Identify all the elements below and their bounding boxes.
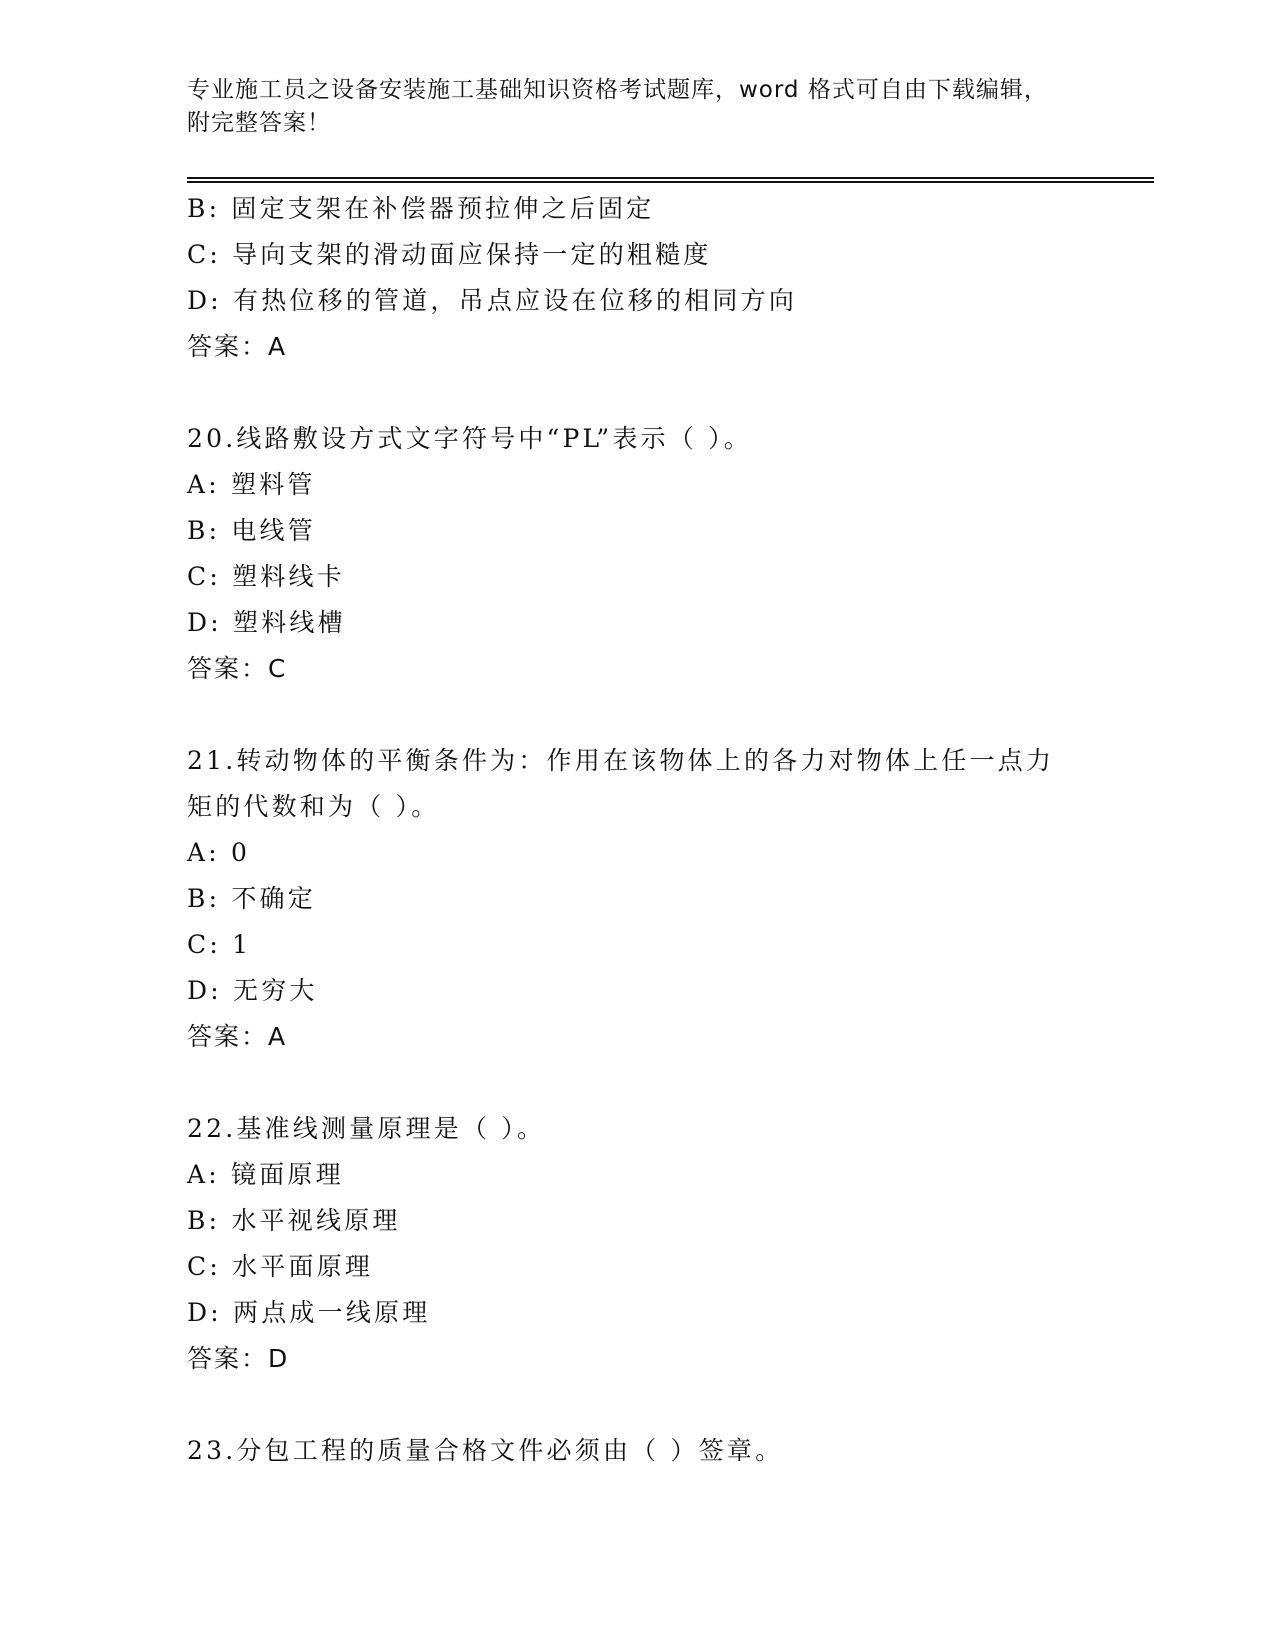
q21-option-a: A: 0 bbox=[187, 838, 251, 867]
header-line-2: 附完整答案！ bbox=[187, 110, 331, 136]
q22-stem: 22.基准线测量原理是（ ）。 bbox=[187, 1114, 546, 1143]
q20-option-a: A: 塑料管 bbox=[187, 470, 316, 499]
q19-option-b: B: 固定支架在补偿器预拉伸之后固定 bbox=[187, 194, 655, 223]
q21-stem-line-1: 21.转动物体的平衡条件为：作用在该物体上的各力对物体上任一点力 bbox=[187, 746, 1055, 775]
q21-stem-line-2: 矩的代数和为（ ）。 bbox=[187, 792, 440, 821]
spacer bbox=[187, 692, 1147, 738]
q19-option-c: C: 导向支架的滑动面应保持一定的粗糙度 bbox=[187, 240, 712, 269]
header-divider-bottom bbox=[187, 181, 1154, 183]
q21-option-b: B: 不确定 bbox=[187, 884, 316, 913]
spacer bbox=[187, 1060, 1147, 1106]
q22-option-c: C: 水平面原理 bbox=[187, 1252, 374, 1281]
spacer bbox=[187, 370, 1147, 416]
q21-answer: 答案：A bbox=[187, 1022, 288, 1051]
q21-option-d: D: 无穷大 bbox=[187, 976, 318, 1005]
header-line-1: 专业施工员之设备安装施工基础知识资格考试题库，word 格式可自由下载编辑， bbox=[187, 77, 1048, 103]
q21-option-c: C: 1 bbox=[187, 930, 252, 959]
q20-answer: 答案：C bbox=[187, 654, 288, 683]
q22-option-d: D: 两点成一线原理 bbox=[187, 1298, 431, 1327]
q20-option-d: D: 塑料线槽 bbox=[187, 608, 346, 637]
q23-stem: 23.分包工程的质量合格文件必须由（ ）签章。 bbox=[187, 1436, 784, 1465]
q19-answer: 答案：A bbox=[187, 332, 288, 361]
q22-option-a: A: 镜面原理 bbox=[187, 1160, 344, 1189]
question-list bbox=[187, 186, 1147, 1474]
q22-answer: 答案：D bbox=[187, 1344, 290, 1373]
q19-option-d: D: 有热位移的管道，吊点应设在位移的相同方向 bbox=[187, 286, 798, 315]
document-header bbox=[187, 74, 1087, 140]
q22-option-b: B: 水平视线原理 bbox=[187, 1206, 401, 1235]
q20-option-c: C: 塑料线卡 bbox=[187, 562, 345, 591]
q20-stem: 20.线路敷设方式文字符号中“PL”表示（ ）。 bbox=[187, 424, 752, 453]
q20-option-b: B: 电线管 bbox=[187, 516, 316, 545]
header-divider-top bbox=[187, 177, 1154, 179]
spacer bbox=[187, 1382, 1147, 1428]
